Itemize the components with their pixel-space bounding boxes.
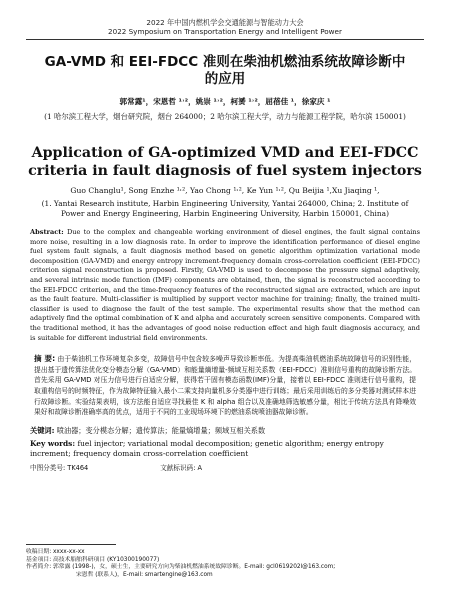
chinese-keywords (26, 426, 424, 436)
english-abstract (26, 228, 424, 343)
clc-number: 中图分类号: TK464 (30, 463, 89, 472)
english-keywords (26, 439, 424, 459)
chinese-abstract-text: 由于柴油机工作环境复杂多变，故障信号中包含较多噪声导致诊断率低。为提高柴油机燃油系统故障信号的识别性能，提出基于遗传算法优化变分模态分解（GA-VMD）和能量熵增量-频域互相关系数（EEI-FDCC）准则信号重构的故障诊断方法。首先采用 GA-VMD 对压力信号进行自适应分解，获得若干固有模态函数(IMF)分量，接着以 EEI-FDCC 准则进行信号重构，提取重构信号的时频特征，作为故障特征输入最小二乘支持向量机多分类器中进行训练；最后采用训练后的多分类器对测试样本进行故障诊断。实验结果表明，该方法能自适应寻找最佳 K 和 alpha 组合以及准确地筛选敏感分量，相比于传统方法具有降噪效果好和故障诊断准确率高的优点，适用于不同的工业现场环境下的燃油系统喷油器故障诊断。 (34, 355, 416, 417)
english-title (26, 144, 424, 180)
english-keywords-text: fuel injector; variational modal decomposition; genetic algorithm; energy entropy increment; frequency domain cross-correlation coefficient (30, 438, 384, 458)
conference-name-zh: 2022 年中国内燃机学会交通能源与智能动力大会 (146, 18, 304, 27)
english-keywords-label: Key words: (30, 438, 76, 448)
abstract-text: Due to the complex and changeable working environment of diesel engines, the fault signal contains more noise, resulting in a low diagnosis rate. In order to improve the identification performance of diesel engine fuel system fault signals, a fault diagnosis method based on genetic algorithm optimization variational mode decomposition (GA-VMD) and energy entropy increment-frequency domain cross-correlation coefficient (EEI-FDCC) criterion signal reconstruction is proposed. Firstly, GA-VMD is used to decompose the pressure signal adaptively, and several intrinsic mode function (IMF) components are obtained, then, the signal is reconstructed according to the EEI-FDCC criterion, and the time-frequency features of the reconstructed signal are extracted, which are input as the fault feature. Multi-classifier is multiplied by support vector machine for training; finally, the trained multi-classifier is used to diagnose the fault of the test sample. The experimental results show that the method can adaptively find the optimal combination of K and alpha and accurately screen sensitive components. Compared with the traditional method, it has the advantages of good noise reduction effect and high fault diagnosis accuracy, and is suitable for different industrial field environments. (30, 228, 420, 342)
footnote-rule (26, 544, 116, 545)
document-code: 文献标识码: A (160, 463, 203, 472)
conference-name-en: 2022 Symposium on Transportation Energy and Intelligent Power (108, 27, 342, 36)
header-rule (26, 39, 424, 40)
chinese-title-line-1: GA-VMD 和 EEI-FDCC 准则在柴油机燃油系统故障诊断中 (44, 54, 406, 70)
author-bio: 作者简介: 郭常露 (1998-)，女，硕士生，主要研究方向为柴油机燃油系统故障诊断。E-mail: gcl0619202l@163.com; (26, 564, 336, 571)
chinese-keywords-label: 关键词: (30, 425, 55, 435)
received-date: 收稿日期: xxxx-xx-xx (26, 549, 85, 555)
chinese-abstract-label: 摘 要: (34, 354, 56, 364)
chinese-authors: 郭常露¹，宋恩哲 ¹˒²，姚崇 ¹˒²，柯赟 ¹˒²，屈蓓佳 ¹，徐家庆 ¹ (119, 97, 331, 106)
english-authors: Guo Changlu¹, Song Enzhe ¹˒², Yao Chong ¹˒², Ke Yun ¹˒², Qu Beijia ¹,Xu Jiaqing ¹, (70, 186, 380, 195)
english-affiliation: (1. Yantai Research institute, Harbin Engineering University, Yantai 264000, China; 2. Institute of Power and Energy Engineering, Harbin Engineering University, Harbin 150001, China) (41, 199, 409, 218)
chinese-title (26, 54, 424, 88)
fund-project: 基金项目: 高技术船舶科研项目 (KY10300190077) (26, 556, 160, 563)
english-title-line-1: Application of GA-optimized VMD and EEI-FDCC (31, 145, 419, 161)
corresponding-author: 宋恩哲 (联系人)，E-mail: smartengine@163.com (76, 571, 213, 578)
conference-header (26, 0, 424, 36)
chinese-abstract (26, 354, 424, 418)
classification-row (26, 462, 424, 472)
chinese-keywords-text: 喷油器；变分模态分解；遗传算法；能量熵增量；频域互相关系数 (56, 425, 266, 435)
abstract-label: Abstract: (30, 228, 64, 236)
chinese-affiliation: (1 哈尔滨工程大学，烟台研究院，烟台 264000；2 哈尔滨工程大学，动力与能源工程学院，哈尔滨 150001) (44, 112, 406, 121)
chinese-title-line-2: 的应用 (204, 71, 246, 87)
english-title-line-2: criteria in fault diagnosis of fuel system injectors (28, 163, 422, 179)
footnote (26, 544, 424, 579)
